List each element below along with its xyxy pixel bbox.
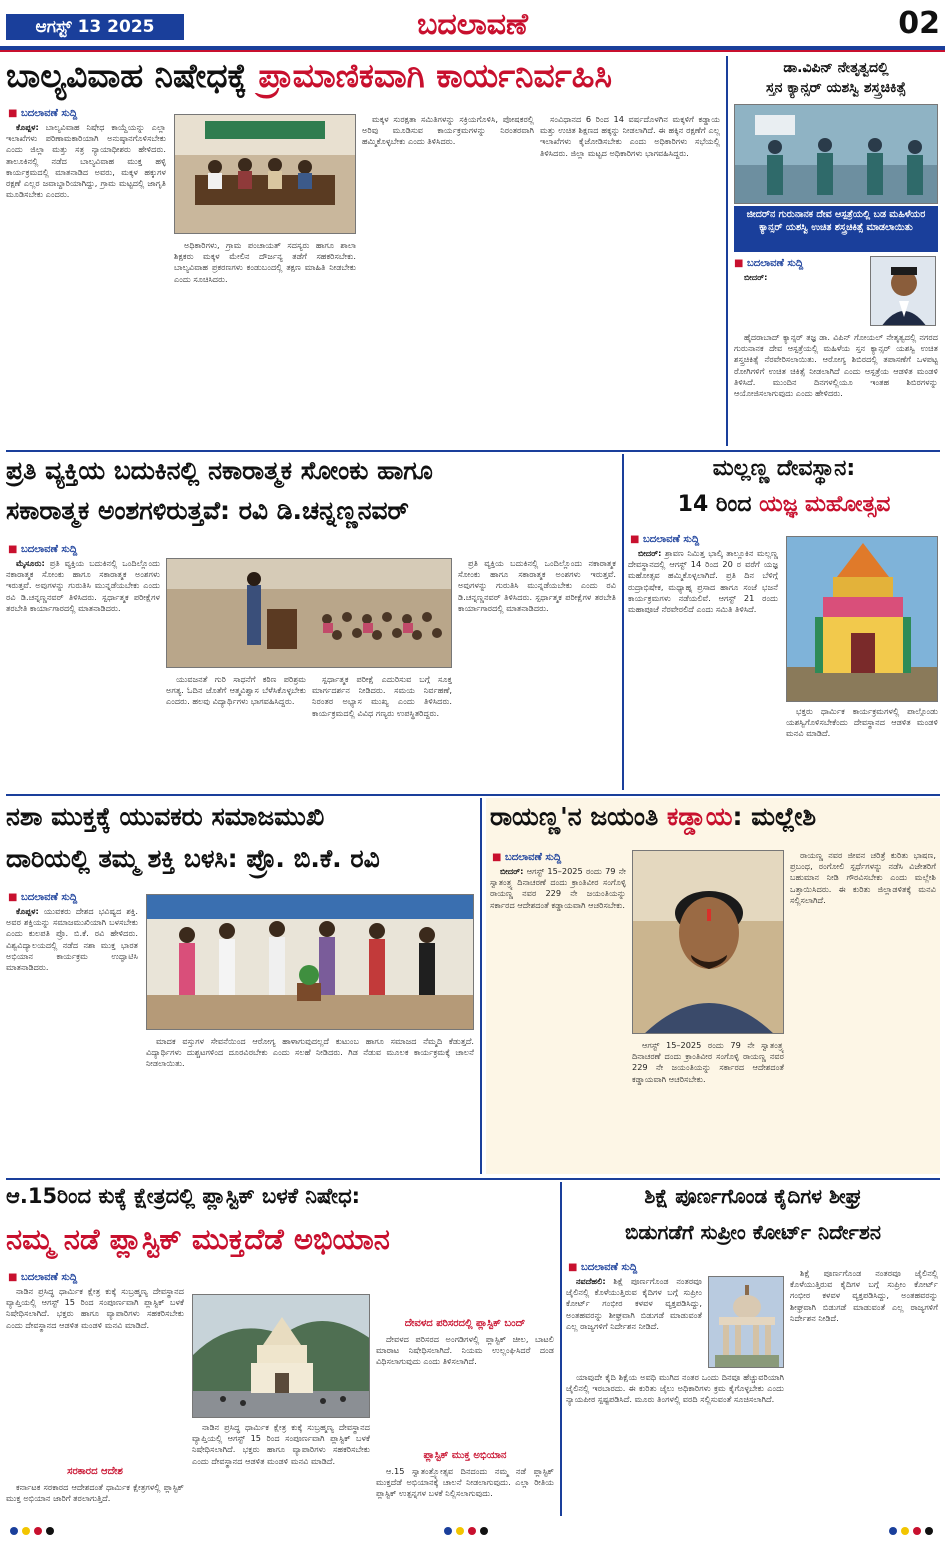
plant-ceremony-photo-image (147, 895, 474, 1030)
article-body (312, 674, 452, 786)
column-divider (622, 454, 624, 790)
article-text: ನಾಡಿನ ಪ್ರಸಿದ್ಧ ಧಾರ್ಮಿಕ ಕ್ಷೇತ್ರ ಕುಕ್ಕೆ ಸುಬ್ರಹ್ಮಣ್ಯ ದೇವಸ್ಥಾನದ ವ್ಯಾಪ್ತಿಯಲ್ಲಿ ಆಗಸ್ಟ್ 15 ರಿಂದ ಸಂಪೂರ್ಣವಾಗಿ ಪ್ಲಾಸ್ಟಿಕ್ ಬಳಕೆ ನಿಷೇಧಿಸಲಾಗಿದೆ. ಭಕ್ತರು ಹಾಗೂ ವ್ಯಾಪಾರಿಗಳು ಸಹಕರಿಸಬೇಕು ಎಂದು ದೇವಸ್ಥಾನದ ಆಡಳಿತ ಮಂಡಳಿ ಮನವಿ ಮಾಡಿದೆ. (192, 1422, 370, 1466)
section-divider (6, 1178, 940, 1180)
dateline: ಬೀದರ್: (744, 272, 768, 282)
article-body (376, 1466, 554, 1514)
article-text: ಮಕ್ಕಳ ಸುರಕ್ಷತಾ ಸಮಿತಿಗಳನ್ನು ಸಕ್ರಿಯಗೊಳಿಸಿ, ಪೋಷಕರಲ್ಲಿ ಅರಿವು ಮೂಡಿಸುವ ಕಾರ್ಯಕ್ರಮಗಳನ್ನು ನಿರಂತರವಾಗಿ ಹಮ್ಮಿಕೊಳ್ಳಬೇಕು ಎಂದು ತಿಳಿಸಿದರು. (362, 114, 534, 147)
headline-red: ಕಡ್ಡಾಯ (666, 802, 733, 831)
headline-black: : ಮಲ್ಲೇಶಿ (732, 802, 817, 831)
headline-black: ರಾಯಣ್ಣ'ನ ಜಯಂತಿ (490, 802, 667, 831)
surgery-photo (734, 104, 938, 204)
article-text: ದೇವಳದ ಪರಿಸರದ ಅಂಗಡಿಗಳಲ್ಲಿ ಪ್ಲಾಸ್ಟಿಕ್ ಚೀಲ, ಬಾಟಲಿ ಮಾರಾಟ ನಿಷೇಧಿಸಲಾಗಿದೆ. ನಿಯಮ ಉಲ್ಲಂಘಿಸಿದರೆ ದಂಡ ವಿಧಿಸಲಾಗುವುದು ಎಂದು ತಿಳಿಸಲಾಗಿದೆ. (376, 1334, 554, 1367)
article-text: ಶ್ರಾವಣ ನಿಮಿತ್ತ ಭಾಲ್ಕಿ ತಾಲ್ಲೂಕಿನ ಮಲ್ಲಣ್ಣ ದೇವಸ್ಥಾನದಲ್ಲಿ ಆಗಸ್ಟ್ 14 ರಿಂದ 20 ರ ವರೆಗೆ ಯಜ್ಞ ಮಹೋತ್ಸವ ಹಮ್ಮಿಕೊಳ್ಳಲಾಗಿದೆ. ಪ್ರತಿ ದಿನ ಬೆಳಿಗ್ಗೆ ರುದ್ರಾಭಿಷೇಕ, ಮಧ್ಯಾಹ್ನ ಪ್ರಸಾದ ಹಾಗೂ ಸಂಜೆ ಭಜನೆ ಕಾರ್ಯಕ್ರಮಗಳು ನಡೆಯಲಿವೆ. ಆಗಸ್ಟ್ 21 ರಂದು ಮಹಾಪೂಜೆ ನೆರವೇರಲಿದೆ ಎಂದು ಸಮಿತಿ ತಿಳಿಸಿದೆ. (628, 548, 778, 615)
headline (6, 56, 722, 104)
newspaper-title: ಬದಲಾವಣೆ (417, 7, 528, 42)
article-body (566, 1276, 702, 1366)
byline: ■ ಬದಲಾವಣೆ ಸುದ್ದಿ (8, 1272, 77, 1283)
temple-photo-image (787, 537, 938, 702)
article-text: ರಾಯಣ್ಣ ನವರ ಜೀವನ ಚರಿತ್ರೆ ಕುರಿತು ಭಾಷಣ, ಪ್ರಬಂಧ, ರಂಗೋಲಿ ಸ್ಪರ್ಧೆಗಳನ್ನು ನಡೆಸಿ ವಿಜೇತರಿಗೆ ಬಹುಮಾನ ನೀಡಿ ಗೌರವಿಸಬೇಕು ಎಂದು ಮಲ್ಲೇಶಿ ಒತ್ತಾಯಿಸಿದರು. ಈ ಕುರಿತು ಜಿಲ್ಲಾಡಳಿತಕ್ಕೆ ಮನವಿ ಸಲ್ಲಿಸಲಾಗಿದೆ. (790, 850, 936, 905)
dateline: ನವದೆಹಲಿ: (576, 1276, 606, 1286)
article-text: ನಾಡಿನ ಪ್ರಸಿದ್ಧ ಧಾರ್ಮಿಕ ಕ್ಷೇತ್ರ ಕುಕ್ಕೆ ಸುಬ್ರಹ್ಮಣ್ಯ ದೇವಸ್ಥಾನದ ವ್ಯಾಪ್ತಿಯಲ್ಲಿ ಆಗಸ್ಟ್ 15 ರಿಂದ ಸಂಪೂರ್ಣವಾಗಿ ಪ್ಲಾಸ್ಟಿಕ್ ಬಳಕೆ ನಿಷೇಧಿಸಲಾಗಿದೆ. ಭಕ್ತರು ಹಾಗೂ ವ್ಯಾಪಾರಿಗಳು ಸಹಕರಿಸಬೇಕು ಎಂದು ದೇವಸ್ಥಾನದ ಆಡಳಿತ ಮಂಡಳಿ ಮನವಿ ಮಾಡಿದೆ. (6, 1286, 184, 1330)
article-text: ಯುವಕರು ದೇಶದ ಭವಿಷ್ಯದ ಶಕ್ತಿ. ಅವರ ಶಕ್ತಿಯನ್ನು ಸಮಾಜಮುಖಿಯಾಗಿ ಬಳಸಬೇಕು ಎಂದು ಕುಲಪತಿ ಪ್ರೊ. ಬಿ.ಕೆ. ರವಿ ಹೇಳಿದರು. ವಿಶ್ವವಿದ್ಯಾಲಯದಲ್ಲಿ ನಡೆದ ನಶಾ ಮುಕ್ತ ಭಾರತ ಅಭಿಯಾನ ಕಾರ್ಯಕ್ರಮ ಉದ್ಘಾಟಿಸಿ ಮಾತನಾಡಿದರು. (6, 906, 138, 973)
headline-red: ಪ್ರಾಮಾಣಿಕವಾಗಿ ಕಾರ್ಯನಿರ್ವಹಿಸಿ (258, 56, 612, 95)
supreme-court-photo-image (709, 1277, 784, 1368)
article-body (6, 1286, 184, 1462)
article-body (540, 114, 720, 442)
headline: ನಮ್ಮ ನಡೆ ಪ್ಲಾಸ್ಟಿಕ್ ಮುಕ್ತದೆಡೆ ಅಭಿಯಾನ (6, 1222, 390, 1256)
article-body (6, 122, 166, 442)
mallesh-portrait (632, 850, 784, 1034)
section-divider (6, 794, 940, 796)
photo-caption: ಜೀದರ್‌ನ ಗುರುನಾನಕ ದೇವ ಆಸ್ಪತ್ರೆಯಲ್ಲಿ ಬಡ ಮಹಿಳೆಯರ ಕ್ಯಾನ್ಸರ್ ಯಶಸ್ವಿ ಉಚಿತ ಶಸ್ತ್ರಚಿಕಿತ್ಸೆ ಮಾಡಲಾಯಿತು (734, 206, 938, 252)
story-rayanna-jayanti (486, 798, 940, 1174)
headline: ದಾರಿಯಲ್ಲಿ ತಮ್ಮ ಶಕ್ತಿ ಬಳಸಿ: ಪ್ರೊ. ಬಿ.ಕೆ. ರವಿ (6, 844, 380, 873)
headline: ಮಲ್ಲಣ್ಣ ದೇವಸ್ಥಾನ: (712, 456, 856, 481)
column-divider (560, 1182, 562, 1516)
byline: ■ ಬದಲಾವಣೆ ಸುದ್ದಿ (734, 258, 803, 269)
page-footer (0, 1520, 945, 1542)
headline-black: 14 ರಿಂದ (677, 492, 760, 517)
kukke-temple-photo (192, 1294, 370, 1418)
article-text: ಆಗಸ್ಟ್ 15–2025 ರಂದು 79 ನೇ ಸ್ವಾತಂತ್ರ್ಯ ದಿನಾಚರಣೆ ದಂದು ಕ್ರಾಂತಿವೀರ ಸಂಗೊಳ್ಳಿ ರಾಯಣ್ಣ ನವರ 229 ನೇ ಜಯಂತಿಯನ್ನು ಸರ್ಕಾರದ ಆದೇಶದಂತೆ ಕಡ್ಡಾಯವಾಗಿ ಆಚರಿಸಬೇಕು. (490, 866, 626, 910)
article-body (632, 1040, 784, 1170)
doctor-portrait (870, 256, 936, 326)
doctor-portrait-image (871, 257, 936, 326)
article-body (146, 1036, 474, 1170)
dateline: ಕೊಪ್ಪಳ: (16, 122, 39, 132)
story-kukke-plastic-ban (6, 1182, 556, 1516)
article-text: ಮಾದಕ ವಸ್ತುಗಳ ಸೇವನೆಯಿಂದ ಆರೋಗ್ಯ ಹಾಳಾಗುವುದಲ್ಲದೆ ಕುಟುಂಬ ಹಾಗೂ ಸಮಾಜದ ನೆಮ್ಮದಿ ಕೆಡುತ್ತದೆ. ವಿದ್ಯಾರ್ಥಿಗಳು ದುಶ್ಚಟಗಳಿಂದ ದೂರವಿರಬೇಕು ಎಂದು ಸಲಹೆ ನೀಡಿದರು. ಗಿಡ ನೆಡುವ ಮೂಲಕ ಕಾರ್ಯಕ್ರಮಕ್ಕೆ ಚಾಲನೆ ನೀಡಲಾಯಿತು. (146, 1036, 474, 1069)
article-text: ಶಿಕ್ಷೆ ಪೂರ್ಣಗೊಂಡ ನಂತರವೂ ಜೈಲಿನಲ್ಲಿ ಕೊಳೆಯುತ್ತಿರುವ ಕೈದಿಗಳ ಬಗ್ಗೆ ಸುಪ್ರೀಂ ಕೋರ್ಟ್ ಗಂಭೀರ ಕಳವಳ ವ್ಯಕ್ತಪಡಿಸಿದ್ದು, ಅಂತಹವರನ್ನು ಶೀಘ್ರವಾಗಿ ಬಿಡುಗಡೆ ಮಾಡುವಂತೆ ಎಲ್ಲ ರಾಜ್ಯಗಳಿಗೆ ನಿರ್ದೇಶನ ನೀಡಿದೆ. (566, 1276, 702, 1331)
article-text: ಆ.15 ಸ್ವಾತಂತ್ರ್ಯೋತ್ಸವ ದಿನದಂದು ನಮ್ಮ ನಡೆ ಪ್ಲಾಸ್ಟಿಕ್ ಮುಕ್ತದೆಡೆ ಅಭಿಯಾನಕ್ಕೆ ಚಾಲನೆ ನೀಡಲಾಗುವುದು. ಎಲ್ಲಾ ರೀತಿಯ ಪ್ಲಾಸ್ಟಿಕ್ ಉತ್ಪನ್ನಗಳ ಬಳಕೆ ನಿಲ್ಲಿಸಲಾಗುವುದು. (376, 1466, 554, 1499)
headline: ಸಕಾರಾತ್ಮಕ ಅಂಶಗಳಿರುತ್ತವೆ: ರವಿ ಡಿ.ಚನ್ನಣ್ಣನವರ್ (6, 496, 409, 525)
article-text: ಪ್ರತಿ ವ್ಯಕ್ತಿಯ ಬದುಕಿನಲ್ಲಿ ಒಂದಿಲ್ಲೊಂದು ನಕಾರಾತ್ಮಕ ಸೋಂಕು ಹಾಗೂ ಸಕಾರಾತ್ಮಕ ಅಂಶಗಳು ಇರುತ್ತವೆ. ಅವುಗಳನ್ನು ಗುರುತಿಸಿ ಮುನ್ನಡೆಯಬೇಕು ಎಂದು ರವಿ ಡಿ.ಚನ್ನಣ್ಣನವರ್ ತಿಳಿಸಿದರು. ಸ್ಪರ್ಧಾತ್ಮಕ ಪರೀಕ್ಷೆಗಳ ತರಬೇತಿ ಕಾರ್ಯಾಗಾರದಲ್ಲಿ ಮಾತನಾಡಿದರು. (458, 558, 616, 613)
story-nasha-mukta (6, 798, 476, 1174)
article-text: ಸಂವಿಧಾನದ 6 ರಿಂದ 14 ವರ್ಷದೊಳಗಿನ ಮಕ್ಕಳಿಗೆ ಕಡ್ಡಾಯ ಮತ್ತು ಉಚಿತ ಶಿಕ್ಷಣದ ಹಕ್ಕನ್ನು ನೀಡಲಾಗಿದೆ. ಈ ಹಕ್ಕಿನ ರಕ್ಷಣೆಗೆ ಎಲ್ಲ ಇಲಾಖೆಗಳು ಕೈಜೋಡಿಸಬೇಕು ಎಂದು ಅಧಿಕಾರಿಗಳು ಸಭೆಯಲ್ಲಿ ತಿಳಿಸಿದರು. ಜಿಲ್ಲಾ ಮಟ್ಟದ ಅಧಿಕಾರಿಗಳು ಭಾಗವಹಿಸಿದ್ದರು. (540, 114, 720, 158)
byline: ■ ಬದಲಾವಣೆ ಸುದ್ದಿ (8, 108, 77, 119)
article-body (174, 240, 356, 442)
article-text: ಪ್ರತಿ ವ್ಯಕ್ತಿಯ ಬದುಕಿನಲ್ಲಿ ಒಂದಿಲ್ಲೊಂದು ನಕಾರಾತ್ಮಕ ಸೋಂಕು ಹಾಗೂ ಸಕಾರಾತ್ಮಕ ಅಂಶಗಳು ಇರುತ್ತವೆ. ಅವುಗಳನ್ನು ಗುರುತಿಸಿ ಮುನ್ನಡೆಯಬೇಕು ಎಂದು ರವಿ ಡಿ.ಚನ್ನಣ್ಣನವರ್ ತಿಳಿಸಿದರು. ಸ್ಪರ್ಧಾತ್ಮಕ ಪರೀಕ್ಷೆಗಳ ತರಬೇತಿ ಕಾರ್ಯಾಗಾರದಲ್ಲಿ ಮಾತನಾಡಿದರು. (6, 558, 160, 613)
headline: ನಶಾ ಮುಕ್ತಕ್ಕೆ ಯುವಕರು ಸಮಾಜಮುಖಿ (6, 802, 325, 831)
seminar-photo (166, 558, 452, 668)
article-text: ಹೈದರಾಬಾದ್ ಕ್ಯಾನ್ಸರ್ ತಜ್ಞ ಡಾ. ವಿಪಿನ್ ಗೋಯಲ್ ನೇತೃತ್ವದಲ್ಲಿ ನಗರದ ಗುರುನಾನಕ ದೇವ ಆಸ್ಪತ್ರೆಯಲ್ಲಿ ಮಹಿಳೆಯ ಸ್ತನ ಕ್ಯಾನ್ಸರ್ ಯಶಸ್ವಿ ಉಚಿತ ಶಸ್ತ್ರಚಿಕಿತ್ಸೆ ನೆರವೇರಿಸಲಾಯಿತು. ಆರೋಗ್ಯ ಶಿಬಿರದಲ್ಲಿ ತಪಾಸಣೆಗೆ ಒಳಪಟ್ಟ ರೋಗಿಗಳಿಗೆ ಉಚಿತ ಚಿಕಿತ್ಸೆ ನೀಡಲಾಗಿದೆ ಎಂದು ಆಸ್ಪತ್ರೆಯ ಆಡಳಿತ ಮಂಡಳಿ ತಿಳಿಸಿದೆ. ಮುಂದಿನ ದಿನಗಳಲ್ಲಿಯೂ ಇಂತಹ ಶಿಬಿರಗಳನ್ನು ಆಯೋಜಿಸಲಾಗುವುದು ಎಂದು ಹೇಳಿದರು. (734, 332, 938, 399)
article-body (566, 1372, 784, 1512)
byline: ■ ಬದಲಾವಣೆ ಸುದ್ದಿ (630, 534, 699, 545)
article-body (490, 866, 626, 1170)
story-mallanna-temple (628, 454, 940, 790)
headline: ಸ್ತನ ಕ್ಯಾನ್ಸರ್ ಯಶಸ್ವಿ ಶಸ್ತ್ರಚಿಕಿತ್ಸೆ (766, 80, 906, 96)
temple-photo (786, 536, 938, 702)
kukke-temple-photo-image (193, 1295, 370, 1418)
article-body (362, 114, 534, 442)
seminar-photo-image (167, 559, 452, 668)
article-body (790, 1268, 938, 1512)
dateline: ಕೊಪ್ಪಳ: (16, 906, 39, 916)
section-divider (6, 450, 940, 452)
article-text: ಕರ್ನಾಟಕ ಸರಕಾರದ ಆದೇಶದಂತೆ ಧಾರ್ಮಿಕ ಕ್ಷೇತ್ರಗಳಲ್ಲಿ ಪ್ಲಾಸ್ಟಿಕ್ ಮುಕ್ತ ಅಭಿಯಾನ ಜಾರಿಗೆ ತರಲಾಗುತ್ತಿದೆ. (6, 1482, 184, 1504)
dateline: ಮೈಸೂರು: (16, 558, 45, 568)
story-supreme-court (566, 1182, 940, 1516)
article-text: ಬಾಲ್ಯವಿವಾಹ ನಿಷೇಧ ಕಾಯ್ದೆಯನ್ನು ಎಲ್ಲಾ ಇಲಾಖೆಗಳು ಪರಿಣಾಮಕಾರಿಯಾಗಿ ಅನುಷ್ಠಾನಗೊಳಿಸಬೇಕು ಎಂದು ಜಿಲ್ಲಾ ಮತ್ತು ಸತ್ರ ನ್ಯಾಯಾಧೀಶರು ಹೇಳಿದರು. ತಾಲೂಕಿನಲ್ಲಿ ನಡೆದ ಬಾಲ್ಯವಿವಾಹ ಮುಕ್ತ ಹಳ್ಳಿ ಕಾರ್ಯಕ್ರಮದಲ್ಲಿ ಮಾತನಾಡಿದ ಅವರು, ಮಕ್ಕಳ ಹಕ್ಕುಗಳ ರಕ್ಷಣೆ ಎಲ್ಲರ ಜವಾಬ್ದಾರಿಯಾಗಿದ್ದು, ಗ್ರಾಮ ಮಟ್ಟದಲ್ಲಿ ಜಾಗೃತಿ ಮೂಡಿಸಬೇಕು ಎಂದರು. (6, 122, 166, 200)
headline: ಆ.15ರಿಂದ ಕುಕ್ಕೆ ಕ್ಷೇತ್ರದಲ್ಲಿ ಪ್ಲಾಸ್ಟಿಕ್ ಬಳಕೆ ನಿಷೇಧ: (6, 1184, 361, 1208)
page-number: 02 (898, 6, 940, 41)
article-text: ಭಕ್ತರು ಧಾರ್ಮಿಕ ಕಾರ್ಯಕ್ರಮಗಳಲ್ಲಿ ಪಾಲ್ಗೊಂಡು ಯಶಸ್ವಿಗೊಳಿಸಬೇಕೆಂದು ದೇವಸ್ಥಾನದ ಆಡಳಿತ ಮಂಡಳಿ ಮನವಿ ಮಾಡಿದೆ. (786, 706, 938, 739)
headline: ಬಿಡುಗಡೆಗೆ ಸುಪ್ರೀಂ ಕೋರ್ಟ್ ನಿರ್ದೇಶನ (624, 1220, 881, 1244)
article-body (6, 1482, 184, 1514)
subhead: ದೇವಳದ ಪರಿಸರದಲ್ಲಿ ಪ್ಲಾಸ್ಟಿಕ್ ಬಂದ್ (404, 1318, 526, 1329)
article-text: ಯುವಜನತೆ ಗುರಿ ಸಾಧನೆಗೆ ಕಠಿಣ ಪರಿಶ್ರಮ ಅಗತ್ಯ. ಓದಿನ ಜೊತೆಗೆ ಆತ್ಮವಿಶ್ವಾಸ ಬೆಳೆಸಿಕೊಳ್ಳಬೇಕು ಎಂದರು. ಹಲವು ವಿದ್ಯಾರ್ಥಿಗಳು ಭಾಗವಹಿಸಿದ್ದರು. (166, 674, 306, 707)
surgery-photo-image (735, 105, 938, 204)
byline: ■ ಬದಲಾವಣೆ ಸುದ್ದಿ (8, 544, 77, 555)
article-body (790, 850, 936, 1170)
column-divider (726, 56, 728, 446)
dateline: ಬೀದರ್: (500, 866, 524, 876)
article-text: ಆಗಸ್ಟ್ 15–2025 ರಂದು 79 ನೇ ಸ್ವಾತಂತ್ರ್ಯ ದಿನಾಚರಣೆ ದಂದು ಕ್ರಾಂತಿವೀರ ಸಂಗೊಳ್ಳಿ ರಾಯಣ್ಣ ನವರ 229 ನೇ ಜಯಂತಿಯನ್ನು ಸರ್ಕಾರದ ಆದೇಶದಂತೆ ಕಡ್ಡಾಯವಾಗಿ ಆಚರಿಸಬೇಕು. (632, 1040, 784, 1084)
column-divider (480, 798, 482, 1174)
plant-ceremony-photo (146, 894, 474, 1030)
byline: ■ ಬದಲಾವಣೆ ಸುದ್ದಿ (492, 852, 561, 863)
masthead (0, 0, 945, 48)
subhead: ಸರಕಾರದ ಆದೇಶ (67, 1466, 123, 1477)
article-body (458, 558, 616, 786)
story-cancer-surgery (732, 56, 940, 446)
article-body (628, 548, 778, 786)
headline: ಪ್ರತಿ ವ್ಯಕ್ತಿಯ ಬದುಕಿನಲ್ಲಿ ನಕಾರಾತ್ಮಕ ಸೋಂಕು ಹಾಗೂ (6, 456, 433, 485)
article-text: ಅಧಿಕಾರಿಗಳು, ಗ್ರಾಮ ಪಂಚಾಯತ್ ಸದಸ್ಯರು ಹಾಗೂ ಶಾಲಾ ಶಿಕ್ಷಕರು ಮಕ್ಕಳ ಮೇಲಿನ ದೌರ್ಜನ್ಯ ತಡೆಗೆ ಸಹಕರಿಸಬೇಕು. ಬಾಲ್ಯವಿವಾಹ ಪ್ರಕರಣಗಳು ಕಂಡುಬಂದಲ್ಲಿ ತಕ್ಷಣ ಮಾಹಿತಿ ನೀಡಬೇಕು ಎಂದು ಸೂಚಿಸಿದರು. (174, 240, 356, 284)
mallesh-portrait-image (633, 851, 784, 1034)
dateline: ಬೀದರ್: (638, 548, 662, 558)
byline: ■ ಬದಲಾವಣೆ ಸುದ್ದಿ (8, 892, 77, 903)
headline (628, 492, 940, 528)
headline: ಶಿಕ್ಷೆ ಪೂರ್ಣಗೊಂಡ ಕೈದಿಗಳ ಶೀಘ್ರ (644, 1184, 862, 1208)
meeting-photo-image (175, 115, 356, 234)
headline-red: ಯಜ್ಞ ಮಹೋತ್ಸವ (759, 492, 891, 517)
supreme-court-photo (708, 1276, 784, 1368)
article-body (6, 906, 138, 1170)
footer-dots (0, 1520, 945, 1542)
story-child-marriage (6, 56, 722, 446)
meeting-photo (174, 114, 356, 234)
issue-date: ಆಗಸ್ಟ್ 13 2025 (6, 14, 184, 40)
article-body (166, 674, 306, 786)
byline: ■ ಬದಲಾವಣೆ ಸುದ್ದಿ (568, 1262, 637, 1273)
article-body (786, 706, 938, 786)
article-text: ಯಾವುದೇ ಕೈದಿ ಶಿಕ್ಷೆಯ ಅವಧಿ ಮುಗಿದ ನಂತರ ಒಂದು ದಿನವೂ ಹೆಚ್ಚುವರಿಯಾಗಿ ಜೈಲಿನಲ್ಲಿ ಇರಬಾರದು. ಈ ಕುರಿತು ಜೈಲು ಅಧಿಕಾರಿಗಳು ಕ್ರಮ ಕೈಗೊಳ್ಳಬೇಕು ಎಂದು ನ್ಯಾಯಪೀಠ ಸ್ಪಷ್ಟಪಡಿಸಿದೆ. ಮೂರು ತಿಂಗಳಲ್ಲಿ ವರದಿ ಸಲ್ಲಿಸುವಂತೆ ಸೂಚಿಸಲಾಗಿದೆ. (566, 1372, 784, 1405)
article-body (734, 272, 866, 328)
article-body (192, 1422, 370, 1514)
story-ravi-channannavar (6, 454, 618, 790)
article-text: ಸ್ಪರ್ಧಾತ್ಮಕ ಪರೀಕ್ಷೆ ಎದುರಿಸುವ ಬಗ್ಗೆ ಸೂಕ್ತ ಮಾರ್ಗದರ್ಶನ ನೀಡಿದರು. ಸಮಯ ನಿರ್ವಹಣೆ, ನಿರಂತರ ಅಭ್ಯಾಸ ಮುಖ್ಯ ಎಂದು ತಿಳಿಸಿದರು. ಕಾರ್ಯಕ್ರಮದಲ್ಲಿ ವಿವಿಧ ಗಣ್ಯರು ಉಪಸ್ಥಿತರಿದ್ದರು. (312, 674, 452, 718)
article-body (734, 332, 938, 442)
article-body (376, 1334, 554, 1444)
headline: ಡಾ.ವಿಪಿನ್ ನೇತೃತ್ವದಲ್ಲಿ (783, 60, 889, 76)
article-text: ಶಿಕ್ಷೆ ಪೂರ್ಣಗೊಂಡ ನಂತರವೂ ಜೈಲಿನಲ್ಲಿ ಕೊಳೆಯುತ್ತಿರುವ ಕೈದಿಗಳ ಬಗ್ಗೆ ಸುಪ್ರೀಂ ಕೋರ್ಟ್ ಗಂಭೀರ ಕಳವಳ ವ್ಯಕ್ತಪಡಿಸಿದ್ದು, ಅಂತಹವರನ್ನು ಶೀಘ್ರವಾಗಿ ಬಿಡುಗಡೆ ಮಾಡುವಂತೆ ಎಲ್ಲ ರಾಜ್ಯಗಳಿಗೆ ನಿರ್ದೇಶನ ನೀಡಿದೆ. (790, 1268, 938, 1323)
subhead: ಪ್ಲಾಸ್ಟಿಕ್ ಮುಕ್ತ ಅಭಿಯಾನ (423, 1450, 507, 1461)
headline (490, 802, 936, 842)
article-body (6, 558, 160, 786)
headline-black: ಬಾಲ್ಯವಿವಾಹ ನಿಷೇಧಕ್ಕೆ (6, 56, 259, 95)
masthead-rule-accent (0, 50, 945, 52)
